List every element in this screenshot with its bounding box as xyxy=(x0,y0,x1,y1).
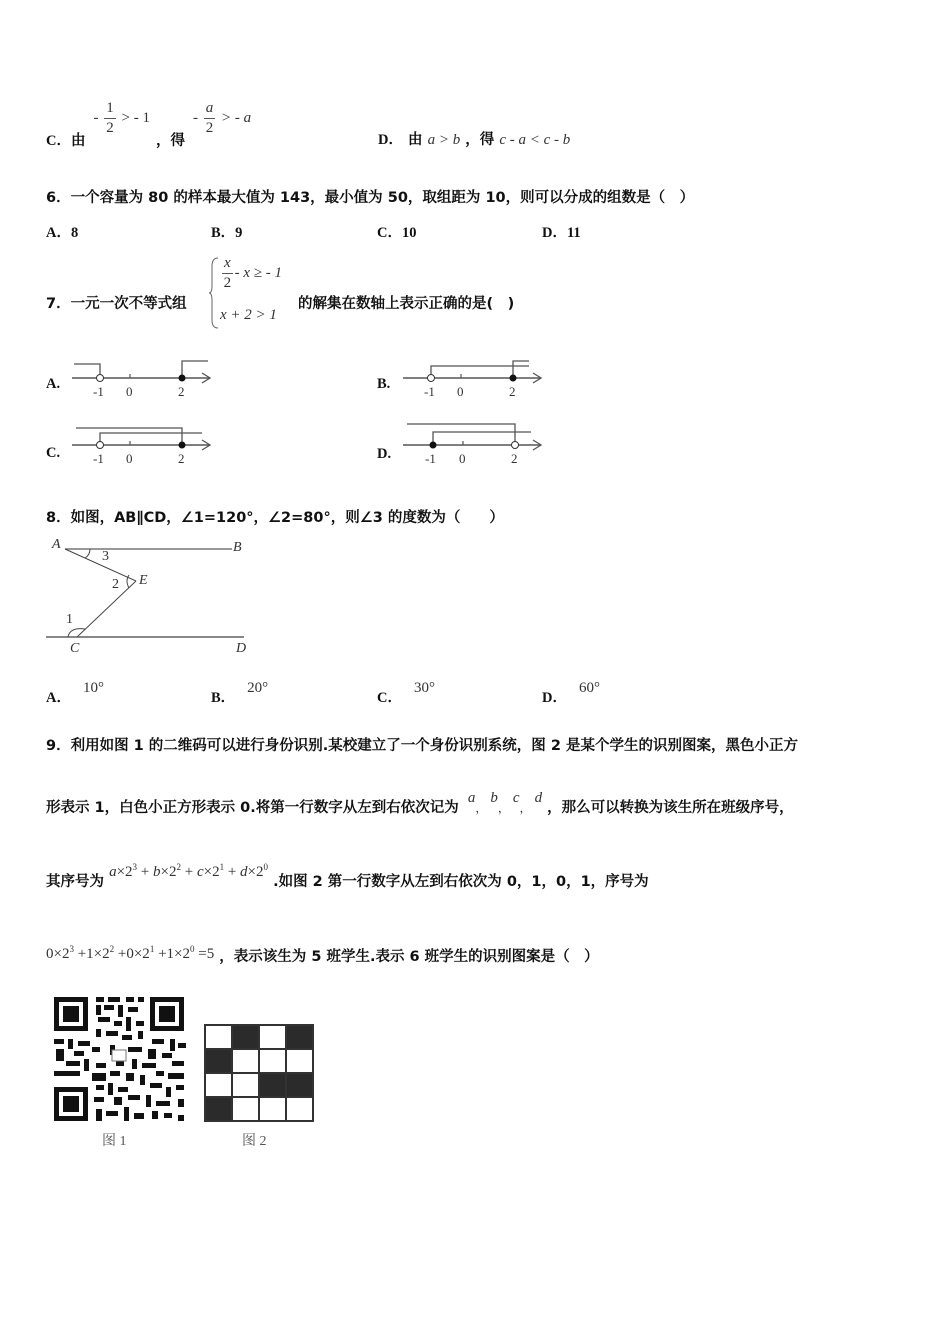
q6-stem: 6．一个容量为 80 的样本最大值为 143，最小值为 50，取组距为 10，则可以分成的组数是（ ） xyxy=(46,190,695,206)
q8-geometry-figure: A B C D E 1 2 3 xyxy=(40,535,260,660)
grid-cell xyxy=(286,1049,313,1073)
q6-option-b[interactable]: B．9 xyxy=(211,225,243,241)
grid-cell xyxy=(259,1025,286,1049)
brace-icon xyxy=(208,256,220,330)
q7-option-a[interactable]: A. -1 0 2 xyxy=(46,356,226,406)
q9-line1: 9．利用如图 1 的二维码可以进行身份识别.某校建立了一个身份识别系统，图 2 是某个学生的识别图案，黑色小正方 xyxy=(46,738,798,754)
grid-cell xyxy=(205,1097,232,1121)
grid-cell xyxy=(232,1097,259,1121)
q9-line2: 形表示 1，白色小正方形表示 0.将第一行数字从左到右依次记为 a， b， c， d ，那么可以转换为该生所在班级序号， xyxy=(46,790,794,816)
identification-grid xyxy=(204,1024,314,1122)
grid-cell xyxy=(286,1097,313,1121)
q6-option-c[interactable]: C．10 xyxy=(377,225,417,241)
q8-stem: 8．如图，AB∥CD，∠1=120°，∠2=80°，则∠3 的度数为（ ） xyxy=(46,510,504,526)
q5-option-c[interactable]: C． 由 - $\frac{1}{2}$ > - 1 ，得 - $\frac{a}{2}$ > - a xyxy=(46,100,252,149)
q7-stem-suffix: 的解集在数轴上表示正确的是( ) xyxy=(298,296,515,312)
q6-option-a[interactable]: A．8 xyxy=(46,225,79,241)
math-expression: - $\frac{1}{2}$ > - 1 xyxy=(93,100,150,136)
grid-cell xyxy=(286,1073,313,1097)
option-text: 由 xyxy=(70,133,86,149)
qr-code-figure xyxy=(52,995,188,1123)
math-expression: a > b xyxy=(427,132,461,148)
grid-cell xyxy=(259,1049,286,1073)
option-label: D． xyxy=(378,132,403,148)
binary-formula: $a\times 2^3 + b\times 2^2 + c\times 2^1 + d\times 2^0$ xyxy=(109,862,269,880)
option-label: C． xyxy=(46,133,71,149)
q6-option-d[interactable]: D．11 xyxy=(542,225,581,241)
q8-option-a[interactable]: A．10° xyxy=(46,680,104,706)
grid-cell xyxy=(205,1049,232,1073)
grid-cell xyxy=(232,1025,259,1049)
q8-option-d[interactable]: D．60° xyxy=(542,680,600,706)
q7-option-b[interactable]: B. -1 0 2 xyxy=(377,356,557,406)
q8-option-c[interactable]: C．30° xyxy=(377,680,435,706)
math-expression: - $\frac{a}{2}$ > - a xyxy=(192,100,252,136)
q7-stem-prefix: 7．一元一次不等式组 xyxy=(46,296,187,312)
grid-cell xyxy=(232,1049,259,1073)
grid-cell xyxy=(286,1025,313,1049)
q5-option-d[interactable]: D． 由 a > b ，得 c - a < c - b xyxy=(378,132,571,148)
math-expression: c - a < c - b xyxy=(499,132,571,148)
inequality-system: $\frac{x}{2}$ - x ≥ - 1 x + 2 > 1 xyxy=(208,256,298,330)
q9-line4: $0\times 2^3 +1\times 2^2 +0\times 2^1 +1\times 2^0 =5$ ，表示该生为 5 班学生.表示 6 班学生的识别图案是（ ） xyxy=(46,944,599,965)
binary-calculation: $0\times 2^3 +1\times 2^2 +0\times 2^1 +1\times 2^0 =5$ xyxy=(46,944,215,962)
grid-cell xyxy=(259,1073,286,1097)
grid-cell xyxy=(232,1073,259,1097)
grid-cell xyxy=(205,1073,232,1097)
q9-line3: 其序号为 $a\times 2^3 + b\times 2^2 + c\times 2^1 + d\times 2^0$ .如图 2 第一行数字从左到右依次为 0，1，0，1，序号为 xyxy=(46,862,649,890)
grid-cell xyxy=(259,1097,286,1121)
q8-option-b[interactable]: B．20° xyxy=(211,680,269,706)
q7-option-c[interactable]: C. -1 0 2 xyxy=(46,423,226,473)
option-text: 由 xyxy=(408,132,423,148)
grid-cell xyxy=(205,1025,232,1049)
figure1-caption: 图 1 xyxy=(102,1134,127,1149)
q7-option-d[interactable]: D. -1 0 2 xyxy=(377,420,557,472)
qr-code-icon xyxy=(52,995,188,1123)
figure2-caption: 图 2 xyxy=(242,1134,267,1149)
